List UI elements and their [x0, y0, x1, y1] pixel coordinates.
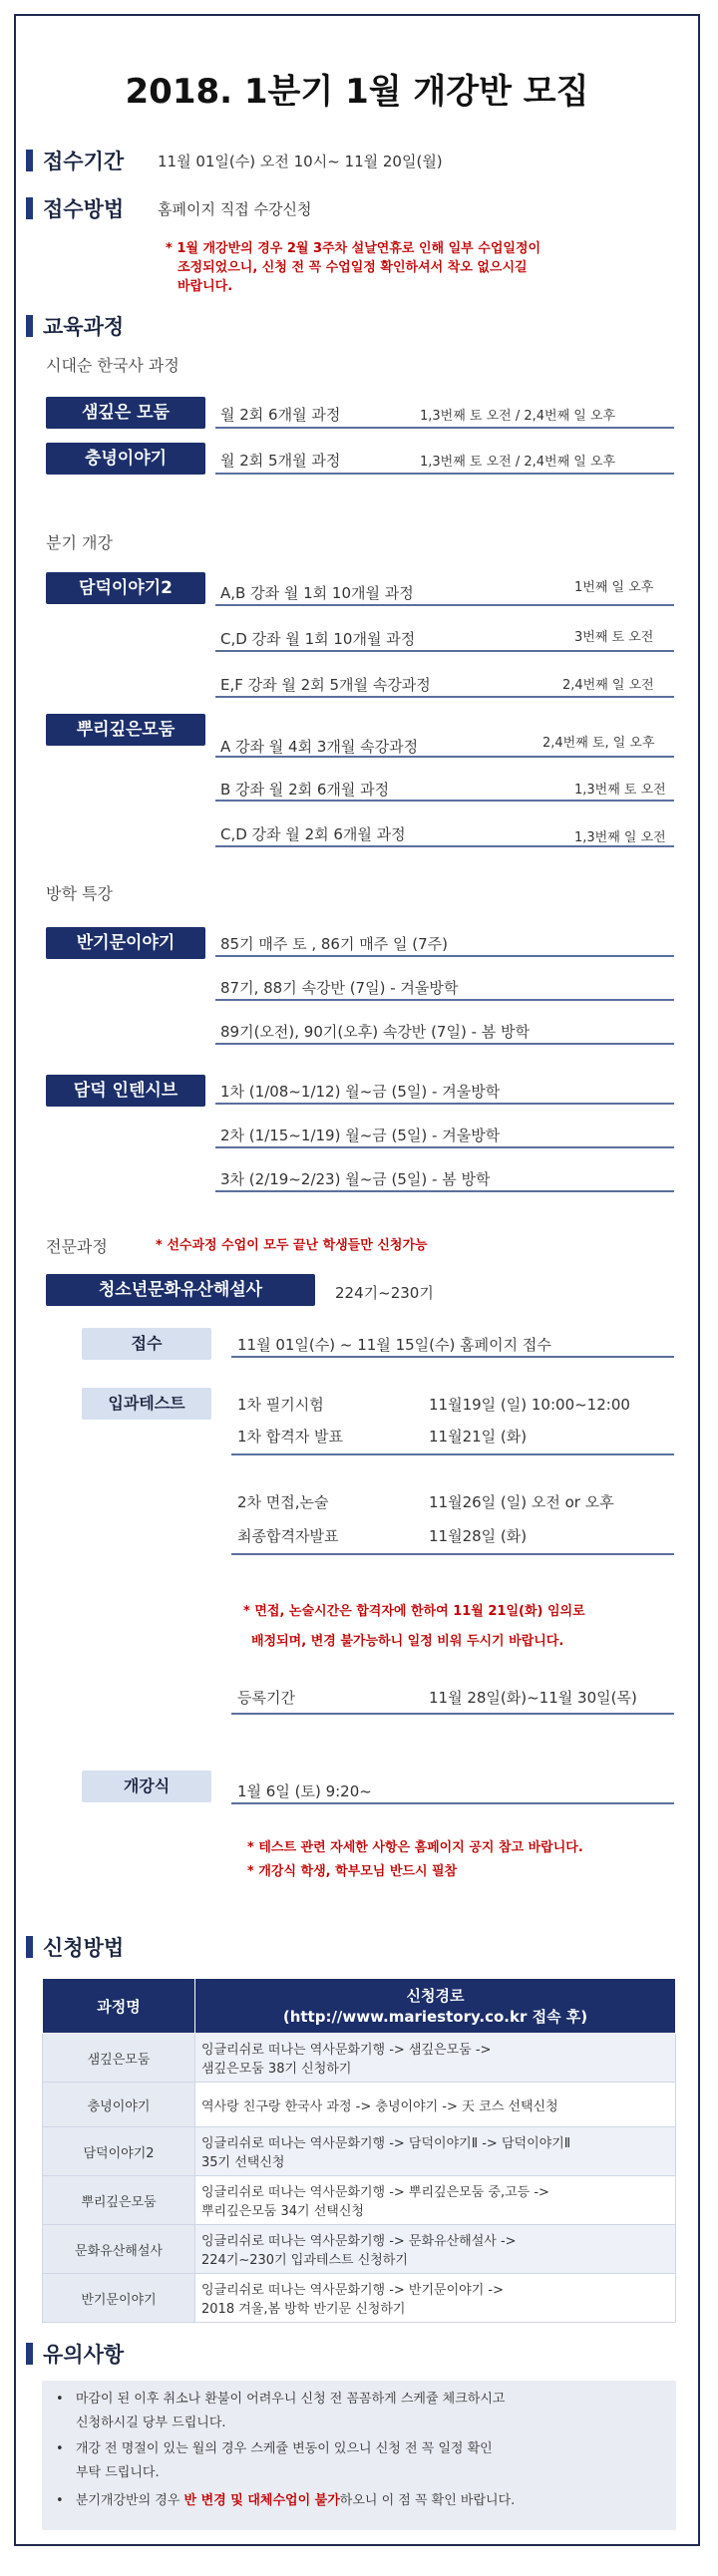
apply-route: [195, 2034, 676, 2083]
course-desc: 2차 (1/15~1/19) 월~금 (5일) - 겨울방학: [220, 1127, 501, 1144]
test-notice-text: 임의로: [542, 1604, 585, 1619]
notes-heading: 유의사항: [43, 2343, 125, 2367]
apply-route: [195, 2083, 676, 2127]
apply-route-line: 뿌리깊은모둠 34기 선택신청: [201, 2204, 364, 2219]
apply-course-name: 담덕이야기2: [43, 2127, 195, 2176]
course-schedule: 1,3번째 일 오전: [574, 830, 666, 845]
apply-route-line: 잉글리쉬로 떠나는 역사문화기행 -> 샘깊은모둠 ->: [201, 2043, 492, 2058]
course-name-badge: 담덕이야기2: [46, 572, 205, 604]
course-desc: C,D 강좌 월 2회 6개월 과정: [220, 825, 406, 843]
test-date: 11월26일 (일) 오전 or 오후: [429, 1493, 614, 1511]
course-schedule: 1,3번째 토 오전: [574, 783, 666, 798]
course-desc: 3차 (2/19~2/23) 월~금 (5일) - 봄 방학: [220, 1170, 491, 1188]
opening-value: 1월 6일 (토) 9:20~: [237, 1782, 372, 1800]
table-row: [43, 2225, 676, 2274]
apply-route-line: 잉글리쉬로 떠나는 역사문화기행 -> 문화유산해설사 ->: [201, 2234, 517, 2249]
divider: [231, 1553, 674, 1555]
note-text: 마감이 된 이후 취소나 환불이 어려우니 신청 전 꼼꼼하게 스케쥴 체크하시고: [75, 2392, 506, 2407]
apply-col-route: [195, 1979, 676, 2034]
register-value: 11월 28일(화)~11월 30일(목): [429, 1689, 637, 1707]
apply-table: [42, 1978, 676, 2323]
section-apply: [26, 1932, 124, 1962]
curriculum-heading: 교육과정: [43, 315, 125, 339]
expert-program-badge: 청소년문화유산해설사: [46, 1274, 315, 1306]
test-notice-line: 배정되며, 변경 불가능하니 일정 비워 두시기 바랍니다.: [251, 1634, 564, 1649]
table-row: [43, 2274, 676, 2323]
course-desc: B 강좌 월 2회 6개월 과정: [220, 781, 390, 799]
course-schedule: 1,3번째 토 오전 / 2,4번째 일 오후: [420, 409, 616, 424]
course-desc: 1차 (1/08~1/12) 월~금 (5일) - 겨울방학: [220, 1083, 501, 1101]
opening-label: 개강식: [82, 1771, 211, 1802]
section-reception-period: [26, 146, 124, 175]
course-desc: 월 2회 6개월 과정: [220, 406, 341, 424]
page-title: 2018. 1분기 1월 개강반 모집: [125, 72, 589, 112]
test-date: 11월19일 (일) 10:00~12:00: [429, 1396, 630, 1414]
apply-course-name: 문화유산해설사: [43, 2225, 195, 2274]
vacation-heading: 방학 특강: [46, 884, 113, 903]
expert-reception-value: 11월 01일(수) ~ 11월 15일(수) 홈페이지 접수: [237, 1336, 551, 1354]
course-name-badge: 반기문이야기: [46, 927, 205, 959]
note-item: [56, 2389, 505, 2411]
course-desc: C,D 강좌 월 1회 10개월 과정: [220, 630, 416, 648]
table-row: [43, 2127, 676, 2176]
course-desc: E,F 강좌 월 2회 5개월 속강과정: [220, 676, 431, 694]
apply-course-name: 반기문이야기: [43, 2274, 195, 2323]
apply-route: [195, 2176, 676, 2225]
note-text: 신청하시길 당부 드립니다.: [76, 2415, 226, 2430]
course-desc: 89기(오전), 90기(오후) 속강반 (7일) - 봄 방학: [220, 1023, 530, 1041]
holiday-notice: [166, 239, 540, 296]
apply-route: [195, 2225, 676, 2274]
apply-course-name: 충녕이야기: [43, 2083, 195, 2127]
course-schedule: 3번째 토 오전: [574, 630, 654, 645]
test-notice: [243, 1597, 585, 1657]
apply-table-wrapper: [42, 1978, 676, 2323]
expert-note: * 선수과정 수업이 모두 끝난 학생들만 신청가능: [156, 1238, 428, 1253]
apply-route-line: 35기 선택신청: [201, 2155, 285, 2170]
test-name: 2차 면접,논술: [237, 1493, 329, 1511]
opening-note-line: * 개강식 학생, 학부모님 반드시 필참: [247, 1864, 458, 1879]
apply-route-line: 224기~230기 입과테스트 신청하기: [201, 2253, 408, 2268]
note-text: 하오니 이 점 꼭 확인 바랍니다.: [339, 2493, 516, 2508]
section-marker: [26, 315, 33, 337]
table-row: [43, 2083, 676, 2127]
expert-test-label: 입과테스트: [82, 1388, 211, 1420]
note-text: 부탁 드립니다.: [76, 2465, 160, 2480]
holiday-notice-line: 바랍니다.: [178, 279, 233, 294]
notes-box: [42, 2381, 676, 2530]
test-date: 11월28일 (화): [429, 1527, 528, 1545]
test-notice-highlight: 11월 21일(화): [453, 1604, 543, 1619]
note-text: 개강 전 명절이 있는 월의 경우 스케쥴 변동이 있으니 신청 전 꼭 일정 확인: [75, 2441, 493, 2456]
test-date: 11월21일 (화): [429, 1428, 528, 1446]
test-notice-line: [243, 1597, 585, 1627]
reception-period-value: 11월 01일(수) 오전 10시~ 11월 20일(월): [158, 153, 443, 170]
test-name: 1차 합격자 발표: [237, 1428, 344, 1446]
quarter-heading: 분기 개강: [46, 533, 113, 552]
note-item: [56, 2490, 515, 2512]
section-marker: [26, 150, 33, 171]
apply-route-line: 잉글리쉬로 떠나는 역사문화기행 -> 뿌리깊은모둠 중,고등 ->: [201, 2185, 549, 2200]
apply-route-line: 2018 겨울,봄 방학 반기문 신청하기: [201, 2302, 406, 2317]
apply-route-line: 잉글리쉬로 떠나는 역사문화기행 -> 반기문이야기 ->: [201, 2283, 504, 2298]
divider: [231, 1713, 674, 1715]
reception-method-value: 홈페이지 직접 수강신청: [158, 200, 312, 218]
course-schedule: 2,4번째 토, 일 오후: [542, 736, 655, 751]
test-notice-text: * 면접, 논술시간은 합격자에 한하여: [243, 1604, 454, 1619]
apply-route: [195, 2127, 676, 2176]
course-name-badge: 충녕이야기: [46, 443, 205, 475]
apply-route: [195, 2274, 676, 2323]
holiday-notice-line: 조정되었으니, 신청 전 꼭 수업일정 확인하셔서 착오 없으시길: [178, 260, 528, 275]
test-name: 1차 필기시험: [237, 1396, 324, 1414]
section-marker: [26, 1936, 33, 1958]
table-row: [43, 2176, 676, 2225]
opening-notes: [247, 1836, 583, 1884]
apply-heading: 신청방법: [43, 1936, 125, 1960]
section-notes: [26, 2339, 124, 2369]
course-desc: A,B 강좌 월 1회 10개월 과정: [220, 584, 414, 602]
poster-frame: [14, 14, 700, 2546]
apply-route-line: 역사랑 친구랑 한국사 과정 -> 충녕이야기 -> 天 코스 선택신청: [201, 2098, 558, 2114]
course-schedule: 1번째 일 오후: [574, 580, 654, 595]
expert-heading: 전문과정: [46, 1237, 108, 1256]
divider: [231, 1453, 674, 1455]
expert-reception-label: 접수: [82, 1328, 211, 1360]
bullet-icon: •: [56, 2441, 64, 2456]
note-text: 분기개강반의 경우: [75, 2493, 184, 2508]
apply-route-line: 샘깊은모둠 38기 신청하기: [201, 2062, 352, 2077]
test-name: 최종합격자발표: [237, 1527, 339, 1545]
note-item: [56, 2438, 493, 2460]
table-row: [43, 2034, 676, 2083]
course-name-badge: 뿌리깊은모둠: [46, 714, 205, 746]
holiday-notice-line: * 1월 개강반의 경우 2월 3주차 설날연휴로 인해 일부 수업일정이: [166, 241, 541, 256]
apply-col-route-line: (http://www.mariestory.co.kr 접속 후): [282, 2008, 588, 2026]
apply-course-name: 샘깊은모둠: [43, 2034, 195, 2083]
section-marker: [26, 2343, 33, 2365]
apply-col-route-line: 신청경로: [406, 1987, 465, 2005]
section-marker: [26, 197, 33, 219]
apply-table-header: [43, 1979, 676, 2034]
bullet-icon: •: [56, 2392, 64, 2407]
course-name-badge: 샘깊은 모둠: [46, 397, 205, 429]
course-name-badge: 담덕 인텐시브: [46, 1075, 205, 1107]
chrono-heading: 시대순 한국사 과정: [46, 356, 180, 375]
course-schedule: 2,4번째 일 오전: [562, 678, 654, 693]
register-label: 등록기간: [237, 1689, 295, 1707]
section-reception-method: [26, 193, 124, 223]
course-desc: A 강좌 월 4회 3개월 속강과정: [220, 738, 419, 756]
note-highlight: 반 변경 및 대체수업이 불가: [183, 2493, 340, 2508]
course-schedule: 1,3번째 토 오전 / 2,4번째 일 오후: [420, 455, 616, 470]
apply-course-name: 뿌리깊은모둠: [43, 2176, 195, 2225]
course-desc: 87기, 88기 속강반 (7일) - 겨울방학: [220, 979, 459, 997]
reception-period-label: 접수기간: [43, 150, 125, 173]
reception-method-label: 접수방법: [43, 197, 125, 221]
apply-route-line: 잉글리쉬로 떠나는 역사문화기행 -> 담덕이야기Ⅱ -> 담덕이야기Ⅱ: [201, 2136, 571, 2151]
apply-col-course: 과정명: [43, 1979, 195, 2034]
bullet-icon: •: [56, 2493, 64, 2508]
section-curriculum: [26, 311, 124, 341]
course-desc: 월 2회 5개월 과정: [220, 452, 341, 470]
expert-cohort: 224기~230기: [335, 1284, 434, 1302]
course-desc: 85기 매주 토 , 86기 매주 일 (7주): [220, 935, 448, 953]
opening-note-line: * 테스트 관련 자세한 사항은 홈페이지 공지 참고 바랍니다.: [247, 1840, 583, 1855]
